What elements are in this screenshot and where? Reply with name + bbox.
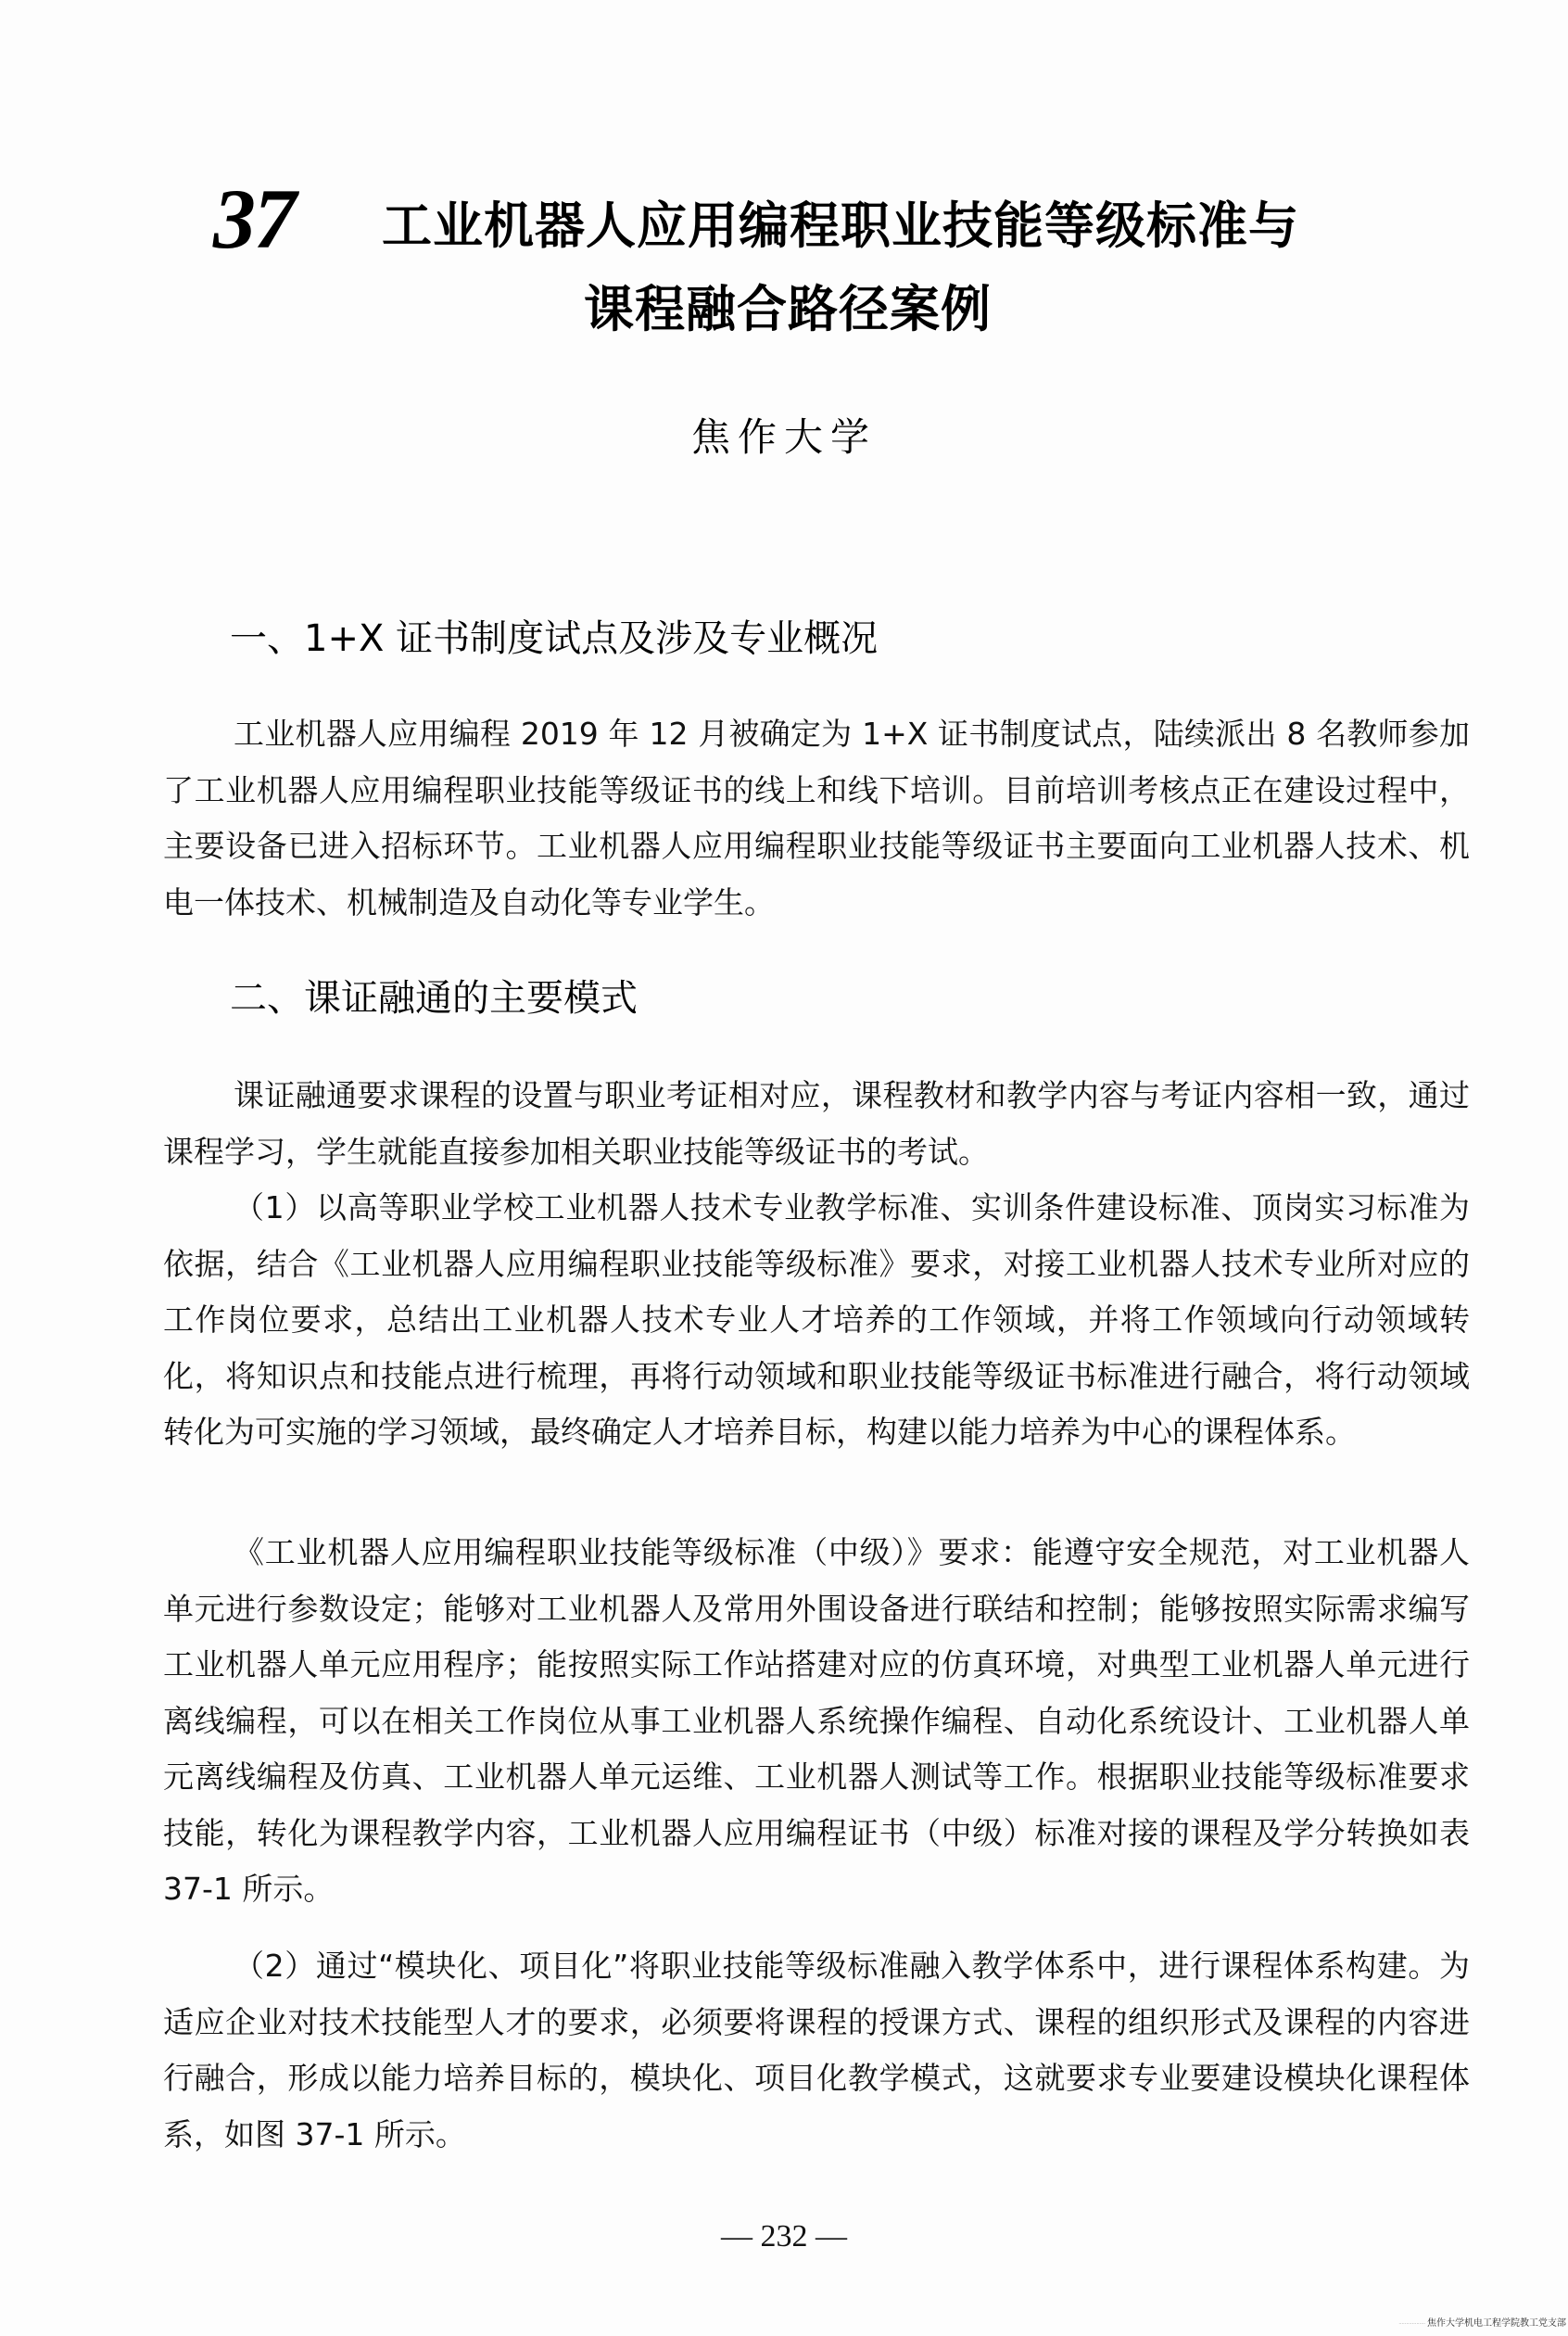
chapter-title-line-1: 工业机器人应用编程职业技能等级标准与 bbox=[382, 197, 1299, 255]
author-institution: 焦作大学 bbox=[690, 414, 877, 460]
chapter-number: 37 bbox=[213, 171, 295, 266]
paragraph: （1）以高等职业学校工业机器人技术专业教学标准、实训条件建设标准、顶岗实习标准为依据，结合《工业机器人应用编程职业技能等级标准》要求，对接工业机器人技术专业所对应的工作岗位要求，总结出工业机器人技术专业人才培养的工作领域，并将工作领域向行动领域转化，将知识点和技能点进行梳理，再将行动领域和职业技能等级证书标准进行融合，将行动领域转化为可实施的学习领域，最终确定人才培养目标，构建以能力培养为中心的课程体系。 bbox=[163, 1189, 1470, 1450]
watermark-text: 焦作大学机电工程学院教工党支部 bbox=[1427, 2318, 1566, 2329]
chapter-title-line-2: 课程融合路径案例 bbox=[584, 280, 992, 338]
watermark bbox=[1398, 2317, 1566, 2330]
page-number: — 232 — bbox=[721, 2219, 847, 2253]
section-heading-2: 二、课证融通的主要模式 bbox=[230, 977, 638, 1020]
watermark-small-text: ·················· bbox=[1398, 2321, 1425, 2327]
paragraph: 《工业机器人应用编程职业技能等级标准（中级）》要求：能遵守安全规范，对工业机器人单元进行参数设定；能够对工业机器人及常用外围设备进行联结和控制；能够按照实际需求编写工业机器人单元应用程序；能按照实际工作站搭建对应的仿真环境，对典型工业机器人单元进行离线编程，可以在相关工作岗位从事工业机器人系统操作编程、自动化系统设计、工业机器人单元离线编程及仿真、工业机器人单元运维、工业机器人测试等工作。根据职业技能等级标准要求技能，转化为课程教学内容，工业机器人应用编程证书（中级）标准对接的课程及学分转换如表 37-1 所示。 bbox=[163, 1534, 1470, 1907]
paragraph: （2）通过“模块化、项目化”将职业技能等级标准融入教学体系中，进行课程体系构建。为适应企业对技术技能型人才的要求，必须要将课程的授课方式、课程的组织形式及课程的内容进行融合，形成以能力培养目标的，模块化、项目化教学模式，这就要求专业要建设模块化课程体系，如图 37-1 所示。 bbox=[163, 1948, 1470, 2152]
section-heading-1: 一、1+X 证书制度试点及涉及专业概况 bbox=[230, 617, 879, 660]
paragraph: 工业机器人应用编程 2019 年 12 月被确定为 1+X 证书制度试点，陆续派出 8 名教师参加了工业机器人应用编程职业技能等级证书的线上和线下培训。目前培训考核点正在建设过程中，主要设备已进入招标环节。工业机器人应用编程职业技能等级证书主要面向工业机器人技术、机电一体技术、机械制造及自动化等专业学生。 bbox=[163, 716, 1470, 920]
paragraph: 课证融通要求课程的设置与职业考证相对应，课程教材和教学内容与考证内容相一致，通过课程学习，学生就能直接参加相关职业技能等级证书的考试。 bbox=[163, 1077, 1470, 1170]
